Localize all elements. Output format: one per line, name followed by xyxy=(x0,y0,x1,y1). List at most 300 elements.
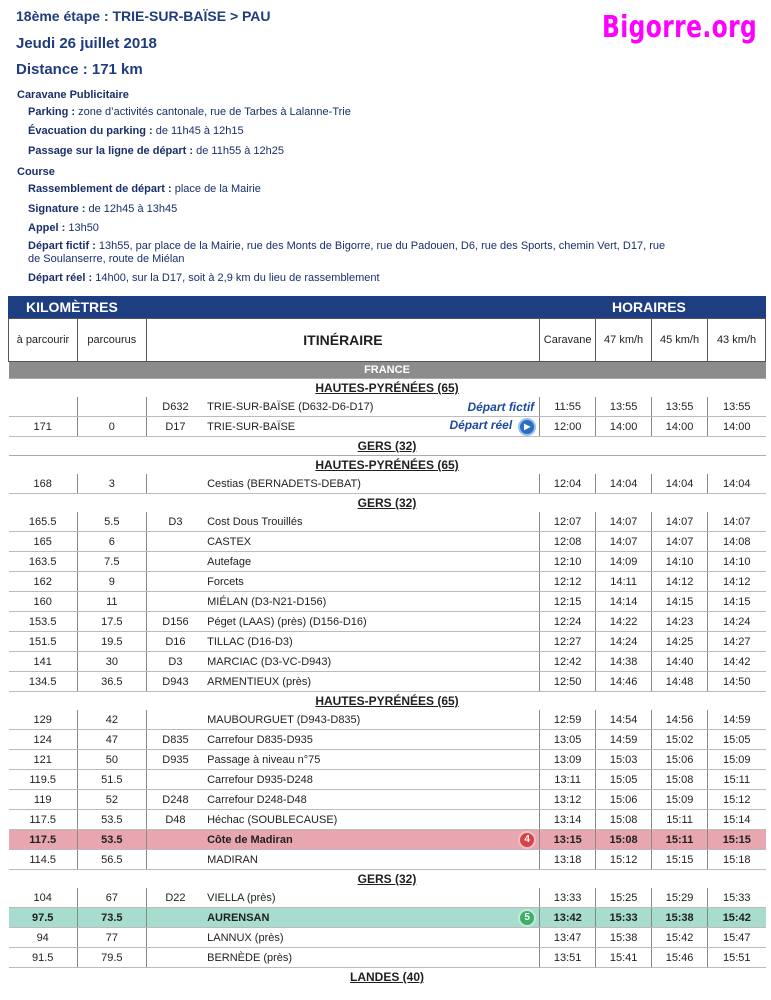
sprint-marker-icon: 5 xyxy=(518,909,536,927)
km-remaining: 151.5 xyxy=(9,632,78,652)
time-caravane: 13:15 xyxy=(540,830,596,850)
time-43: 15:09 xyxy=(708,750,766,770)
time-47: 15:25 xyxy=(596,888,652,908)
time-47: 15:33 xyxy=(596,908,652,928)
country-label: FRANCE xyxy=(9,362,766,379)
course-line xyxy=(28,240,665,252)
place-label: ARMENTIEUX (près) xyxy=(207,675,312,688)
time-47: 15:38 xyxy=(596,928,652,948)
road-number xyxy=(146,572,204,592)
time-45: 14:07 xyxy=(652,512,708,532)
caravane-line-text: de 11h45 à 12h15 xyxy=(152,125,244,137)
road-number: D632 xyxy=(146,397,204,417)
table-row xyxy=(9,672,766,692)
caravane-line-text: zone d’activités cantonale, rue de Tarbes à Lalanne-Trie xyxy=(75,106,351,118)
place-label: Carrefour D835-D935 xyxy=(207,733,313,746)
stage-marker xyxy=(430,397,540,417)
place-label: Cestias (BERNADETS-DEBAT) xyxy=(207,477,361,490)
table-row xyxy=(9,532,766,552)
time-caravane: 13:33 xyxy=(540,888,596,908)
km-done: 53.5 xyxy=(77,830,146,850)
time-45: 14:07 xyxy=(652,532,708,552)
km-done: 9 xyxy=(77,572,146,592)
km-done: 19.5 xyxy=(77,632,146,652)
time-caravane: 11:55 xyxy=(540,397,596,417)
km-remaining: 119.5 xyxy=(9,770,78,790)
km-remaining: 117.5 xyxy=(9,810,78,830)
stage-marker xyxy=(430,474,540,494)
time-caravane: 13:09 xyxy=(540,750,596,770)
place-label: MAUBOURGUET (D943-D835) xyxy=(207,713,361,726)
caravane-line xyxy=(28,125,244,137)
table-row xyxy=(9,572,766,592)
time-43: 15:42 xyxy=(708,908,766,928)
course-line-text: 13h50 xyxy=(65,222,99,234)
km-done: 67 xyxy=(77,888,146,908)
time-caravane: 13:18 xyxy=(540,850,596,870)
place-name xyxy=(204,710,430,730)
table-row xyxy=(9,397,766,417)
table-row xyxy=(9,750,766,770)
time-caravane: 12:10 xyxy=(540,552,596,572)
time-47: 14:09 xyxy=(596,552,652,572)
place-name xyxy=(204,770,430,790)
place-name xyxy=(204,512,430,532)
time-43: 14:07 xyxy=(708,512,766,532)
place-label: TRIE-SUR-BAÏSE (D632-D6-D17) xyxy=(207,400,374,413)
time-43: 14:15 xyxy=(708,592,766,612)
table-row xyxy=(9,928,766,948)
place-label: VIELLA (près) xyxy=(207,891,276,904)
place-name xyxy=(204,672,430,692)
km-done: 30 xyxy=(77,652,146,672)
time-43: 15:14 xyxy=(708,810,766,830)
time-caravane: 12:15 xyxy=(540,592,596,612)
course-line xyxy=(28,272,380,284)
road-number xyxy=(146,830,204,850)
time-43: 14:59 xyxy=(708,710,766,730)
course-line-text: 14h00, sur la D17, soit à 2,9 km du lieu de rassemblement xyxy=(92,272,380,284)
km-done: 5.5 xyxy=(77,512,146,532)
stage-marker xyxy=(430,730,540,750)
km-done xyxy=(77,397,146,417)
time-45: 15:29 xyxy=(652,888,708,908)
course-line xyxy=(28,203,177,215)
table-row xyxy=(9,612,766,632)
course-line-label: Signature : xyxy=(28,203,86,215)
km-done: 6 xyxy=(77,532,146,552)
time-45: 14:10 xyxy=(652,552,708,572)
time-45: 15:11 xyxy=(652,830,708,850)
km-done: 7.5 xyxy=(77,552,146,572)
course-line-text: de 12h45 à 13h45 xyxy=(85,203,178,215)
time-47: 14:07 xyxy=(596,532,652,552)
time-47: 14:14 xyxy=(596,592,652,612)
time-43: 15:11 xyxy=(708,770,766,790)
place-label: Carrefour D935-D248 xyxy=(207,773,313,786)
course-title: Course xyxy=(17,166,55,178)
km-remaining: 168 xyxy=(9,474,78,494)
region-row xyxy=(9,968,766,987)
time-45: 14:15 xyxy=(652,592,708,612)
table-row xyxy=(9,730,766,750)
road-number: D156 xyxy=(146,612,204,632)
table-row xyxy=(9,948,766,968)
road-number xyxy=(146,592,204,612)
km-done: 53.5 xyxy=(77,810,146,830)
time-45: 15:02 xyxy=(652,730,708,750)
table-row xyxy=(9,908,766,928)
place-label: Carrefour D248-D48 xyxy=(207,793,307,806)
time-47: 13:55 xyxy=(596,397,652,417)
time-caravane: 13:42 xyxy=(540,908,596,928)
place-label: MADIRAN xyxy=(207,853,258,866)
stage-marker xyxy=(430,417,540,437)
time-45: 15:08 xyxy=(652,770,708,790)
km-remaining: 165 xyxy=(9,532,78,552)
region-name: GERS (32) xyxy=(9,437,766,456)
time-47: 15:12 xyxy=(596,850,652,870)
table-row xyxy=(9,888,766,908)
place-name xyxy=(204,572,430,592)
country-row xyxy=(9,362,766,379)
place-name xyxy=(204,730,430,750)
km-remaining: 119 xyxy=(9,790,78,810)
time-caravane: 12:08 xyxy=(540,532,596,552)
km-done: 0 xyxy=(77,417,146,437)
time-caravane: 13:14 xyxy=(540,810,596,830)
caravane-title: Caravane Publicitaire xyxy=(17,89,129,101)
place-name xyxy=(204,850,430,870)
table-row xyxy=(9,770,766,790)
time-43: 14:08 xyxy=(708,532,766,552)
time-47: 15:05 xyxy=(596,770,652,790)
time-caravane: 13:12 xyxy=(540,790,596,810)
time-47: 14:07 xyxy=(596,512,652,532)
time-45: 14:56 xyxy=(652,710,708,730)
time-47: 15:08 xyxy=(596,830,652,850)
stage-marker xyxy=(430,552,540,572)
stage-marker xyxy=(430,632,540,652)
km-remaining: 117.5 xyxy=(9,830,78,850)
road-number: D3 xyxy=(146,512,204,532)
time-caravane: 13:11 xyxy=(540,770,596,790)
table-header-bar xyxy=(8,296,766,318)
km-done: 42 xyxy=(77,710,146,730)
caravane-line-label: Évacuation du parking : xyxy=(28,125,153,137)
km-remaining: 121 xyxy=(9,750,78,770)
table-row xyxy=(9,592,766,612)
stage-title: 18ème étape : TRIE-SUR-BAÏSE > PAU xyxy=(16,8,271,24)
table-row xyxy=(9,850,766,870)
km-done: 51.5 xyxy=(77,770,146,790)
caravane-line xyxy=(28,145,284,157)
place-label: CASTEX xyxy=(207,535,252,548)
region-name: LANDES (40) xyxy=(9,968,766,987)
course-line-label: Rassemblement de départ : xyxy=(28,183,172,195)
place-name xyxy=(204,532,430,552)
region-row xyxy=(9,870,766,889)
stage-marker xyxy=(430,830,540,850)
region-name: HAUTES-PYRÉNÉES (65) xyxy=(9,379,766,398)
km-remaining: 162 xyxy=(9,572,78,592)
table-row xyxy=(9,790,766,810)
time-43: 14:00 xyxy=(708,417,766,437)
stage-marker xyxy=(430,948,540,968)
caravane-line xyxy=(28,106,351,118)
region-row xyxy=(9,379,766,398)
place-name xyxy=(204,632,430,652)
time-43: 14:10 xyxy=(708,552,766,572)
place-name xyxy=(204,830,430,850)
time-45: 15:09 xyxy=(652,790,708,810)
stage-marker xyxy=(430,652,540,672)
table-row xyxy=(9,512,766,532)
time-45: 14:12 xyxy=(652,572,708,592)
time-47: 14:11 xyxy=(596,572,652,592)
time-45: 15:15 xyxy=(652,850,708,870)
time-45: 14:04 xyxy=(652,474,708,494)
stage-marker xyxy=(430,770,540,790)
road-number xyxy=(146,850,204,870)
place-label: Autefage xyxy=(207,555,252,568)
stage-marker xyxy=(430,908,540,928)
table-row xyxy=(9,810,766,830)
time-43: 15:33 xyxy=(708,888,766,908)
place-label: TRIE-SUR-BAÏSE xyxy=(207,420,296,433)
time-43: 15:05 xyxy=(708,730,766,750)
road-number: D48 xyxy=(146,810,204,830)
time-caravane: 13:51 xyxy=(540,948,596,968)
place-name xyxy=(204,474,430,494)
road-number xyxy=(146,928,204,948)
km-done: 50 xyxy=(77,750,146,770)
place-name xyxy=(204,612,430,632)
time-45: 14:48 xyxy=(652,672,708,692)
km-remaining: 124 xyxy=(9,730,78,750)
place-name xyxy=(204,652,430,672)
time-caravane: 12:12 xyxy=(540,572,596,592)
time-caravane: 13:47 xyxy=(540,928,596,948)
time-43: 13:55 xyxy=(708,397,766,417)
km-done: 47 xyxy=(77,730,146,750)
place-name xyxy=(204,552,430,572)
table-row xyxy=(9,417,766,437)
place-label: Forcets xyxy=(207,575,244,588)
stage-marker xyxy=(430,810,540,830)
km-done: 11 xyxy=(77,592,146,612)
stage-marker xyxy=(430,672,540,692)
road-number: D248 xyxy=(146,790,204,810)
time-43: 14:12 xyxy=(708,572,766,592)
time-43: 15:51 xyxy=(708,948,766,968)
km-done: 36.5 xyxy=(77,672,146,692)
time-45: 14:00 xyxy=(652,417,708,437)
course-line xyxy=(28,183,261,195)
road-number xyxy=(146,948,204,968)
place-name xyxy=(204,790,430,810)
stage-distance: Distance : 171 km xyxy=(16,61,143,78)
course-line xyxy=(28,253,185,265)
place-label: Péget (LAAS) (près) (D156-D16) xyxy=(207,615,367,628)
km-remaining: 160 xyxy=(9,592,78,612)
course-line-label: Départ fictif : xyxy=(28,240,96,252)
km-remaining: 114.5 xyxy=(9,850,78,870)
time-45: 13:55 xyxy=(652,397,708,417)
time-47: 14:59 xyxy=(596,730,652,750)
place-name xyxy=(204,810,430,830)
place-name xyxy=(204,928,430,948)
time-caravane: 12:50 xyxy=(540,672,596,692)
time-caravane: 12:42 xyxy=(540,652,596,672)
start-tag: Départ fictif xyxy=(467,399,535,414)
km-done: 56.5 xyxy=(77,850,146,870)
time-caravane: 12:27 xyxy=(540,632,596,652)
climb-marker-icon: 4 xyxy=(518,831,536,849)
kilometres-label: KILOMÈTRES xyxy=(26,299,118,315)
road-number: D3 xyxy=(146,652,204,672)
km-remaining xyxy=(9,397,78,417)
km-remaining: 91.5 xyxy=(9,948,78,968)
road-number xyxy=(146,474,204,494)
place-label: LANNUX (près) xyxy=(207,931,284,944)
place-label: MARCIAC (D3-VC-D943) xyxy=(207,655,332,668)
course-line-text: 13h55, par place de la Mairie, rue des Monts de Bigorre, rue du Padouen, D6, rue des Sports, chemin Vert, D17, rue xyxy=(95,240,666,252)
place-label: Passage à niveau n°75 xyxy=(207,753,321,766)
time-47: 15:41 xyxy=(596,948,652,968)
km-remaining: 163.5 xyxy=(9,552,78,572)
header-parcourus: parcourus xyxy=(77,319,146,362)
region-row xyxy=(9,494,766,513)
course-line-text: place de la Mairie xyxy=(171,183,261,195)
time-45: 15:06 xyxy=(652,750,708,770)
time-47: 14:46 xyxy=(596,672,652,692)
road-number: D943 xyxy=(146,672,204,692)
road-number xyxy=(146,532,204,552)
header-45: 45 km/h xyxy=(652,319,708,362)
km-remaining: 134.5 xyxy=(9,672,78,692)
km-remaining: 129 xyxy=(9,710,78,730)
stage-marker xyxy=(430,612,540,632)
time-47: 14:00 xyxy=(596,417,652,437)
place-label: TILLAC (D16-D3) xyxy=(207,635,293,648)
km-remaining: 153.5 xyxy=(9,612,78,632)
km-remaining: 97.5 xyxy=(9,908,78,928)
road-number: D17 xyxy=(146,417,204,437)
time-43: 14:27 xyxy=(708,632,766,652)
caravane-line-text: de 11h55 à 12h25 xyxy=(193,145,285,157)
time-45: 14:40 xyxy=(652,652,708,672)
road-number xyxy=(146,770,204,790)
time-47: 14:22 xyxy=(596,612,652,632)
time-43: 15:12 xyxy=(708,790,766,810)
place-name xyxy=(204,948,430,968)
course-line-label: Appel : xyxy=(28,222,66,234)
time-45: 15:11 xyxy=(652,810,708,830)
start-tag: Départ réel xyxy=(449,418,513,433)
time-caravane: 12:00 xyxy=(540,417,596,437)
time-47: 15:03 xyxy=(596,750,652,770)
place-name xyxy=(204,397,430,417)
time-45: 14:25 xyxy=(652,632,708,652)
region-row xyxy=(9,692,766,711)
time-43: 14:24 xyxy=(708,612,766,632)
header-47: 47 km/h xyxy=(596,319,652,362)
time-47: 15:06 xyxy=(596,790,652,810)
stage-marker xyxy=(430,532,540,552)
time-caravane: 12:59 xyxy=(540,710,596,730)
header-caravane: Caravane xyxy=(540,319,596,362)
region-name: HAUTES-PYRÉNÉES (65) xyxy=(9,692,766,711)
time-43: 14:50 xyxy=(708,672,766,692)
table-row xyxy=(9,830,766,850)
time-caravane: 13:05 xyxy=(540,730,596,750)
road-number: D835 xyxy=(146,730,204,750)
place-name xyxy=(204,417,430,437)
time-caravane: 12:07 xyxy=(540,512,596,532)
time-47: 14:24 xyxy=(596,632,652,652)
time-45: 15:38 xyxy=(652,908,708,928)
stage-date: Jeudi 26 juillet 2018 xyxy=(16,35,157,52)
caravane-line-label: Parking : xyxy=(28,106,76,118)
region-row xyxy=(9,437,766,456)
km-done: 73.5 xyxy=(77,908,146,928)
stage-marker xyxy=(430,928,540,948)
stage-marker xyxy=(430,592,540,612)
time-43: 15:15 xyxy=(708,830,766,850)
stage-marker xyxy=(430,888,540,908)
km-remaining: 171 xyxy=(9,417,78,437)
km-done: 52 xyxy=(77,790,146,810)
place-name xyxy=(204,888,430,908)
place-label: Héchac (SOUBLECAUSE) xyxy=(207,813,338,826)
column-headers xyxy=(9,319,766,362)
header-a-parcourir: à parcourir xyxy=(9,319,78,362)
time-43: 15:18 xyxy=(708,850,766,870)
region-row xyxy=(9,456,766,475)
km-remaining: 165.5 xyxy=(9,512,78,532)
horaires-label: HORAIRES xyxy=(612,299,686,315)
km-done: 77 xyxy=(77,928,146,948)
course-line xyxy=(28,222,99,234)
stage-marker xyxy=(430,572,540,592)
stage-marker xyxy=(430,850,540,870)
road-number: D22 xyxy=(146,888,204,908)
time-45: 15:46 xyxy=(652,948,708,968)
time-45: 15:42 xyxy=(652,928,708,948)
place-label: MIÉLAN (D3-N21-D156) xyxy=(207,595,327,608)
region-name: HAUTES-PYRÉNÉES (65) xyxy=(9,456,766,475)
table-row xyxy=(9,632,766,652)
time-47: 14:04 xyxy=(596,474,652,494)
itinerary-table xyxy=(8,318,766,986)
road-number xyxy=(146,552,204,572)
header-43: 43 km/h xyxy=(708,319,766,362)
stage-marker xyxy=(430,512,540,532)
place-name xyxy=(204,750,430,770)
region-name: GERS (32) xyxy=(9,494,766,513)
place-label: AURENSAN xyxy=(207,911,270,924)
table-row xyxy=(9,710,766,730)
time-43: 14:04 xyxy=(708,474,766,494)
site-logo: Bigorre.org xyxy=(602,10,758,45)
time-43: 14:42 xyxy=(708,652,766,672)
course-line-label: Départ réel : xyxy=(28,272,93,284)
time-47: 14:38 xyxy=(596,652,652,672)
stage-marker xyxy=(430,710,540,730)
place-label: BERNÈDE (près) xyxy=(207,951,293,964)
time-43: 15:47 xyxy=(708,928,766,948)
